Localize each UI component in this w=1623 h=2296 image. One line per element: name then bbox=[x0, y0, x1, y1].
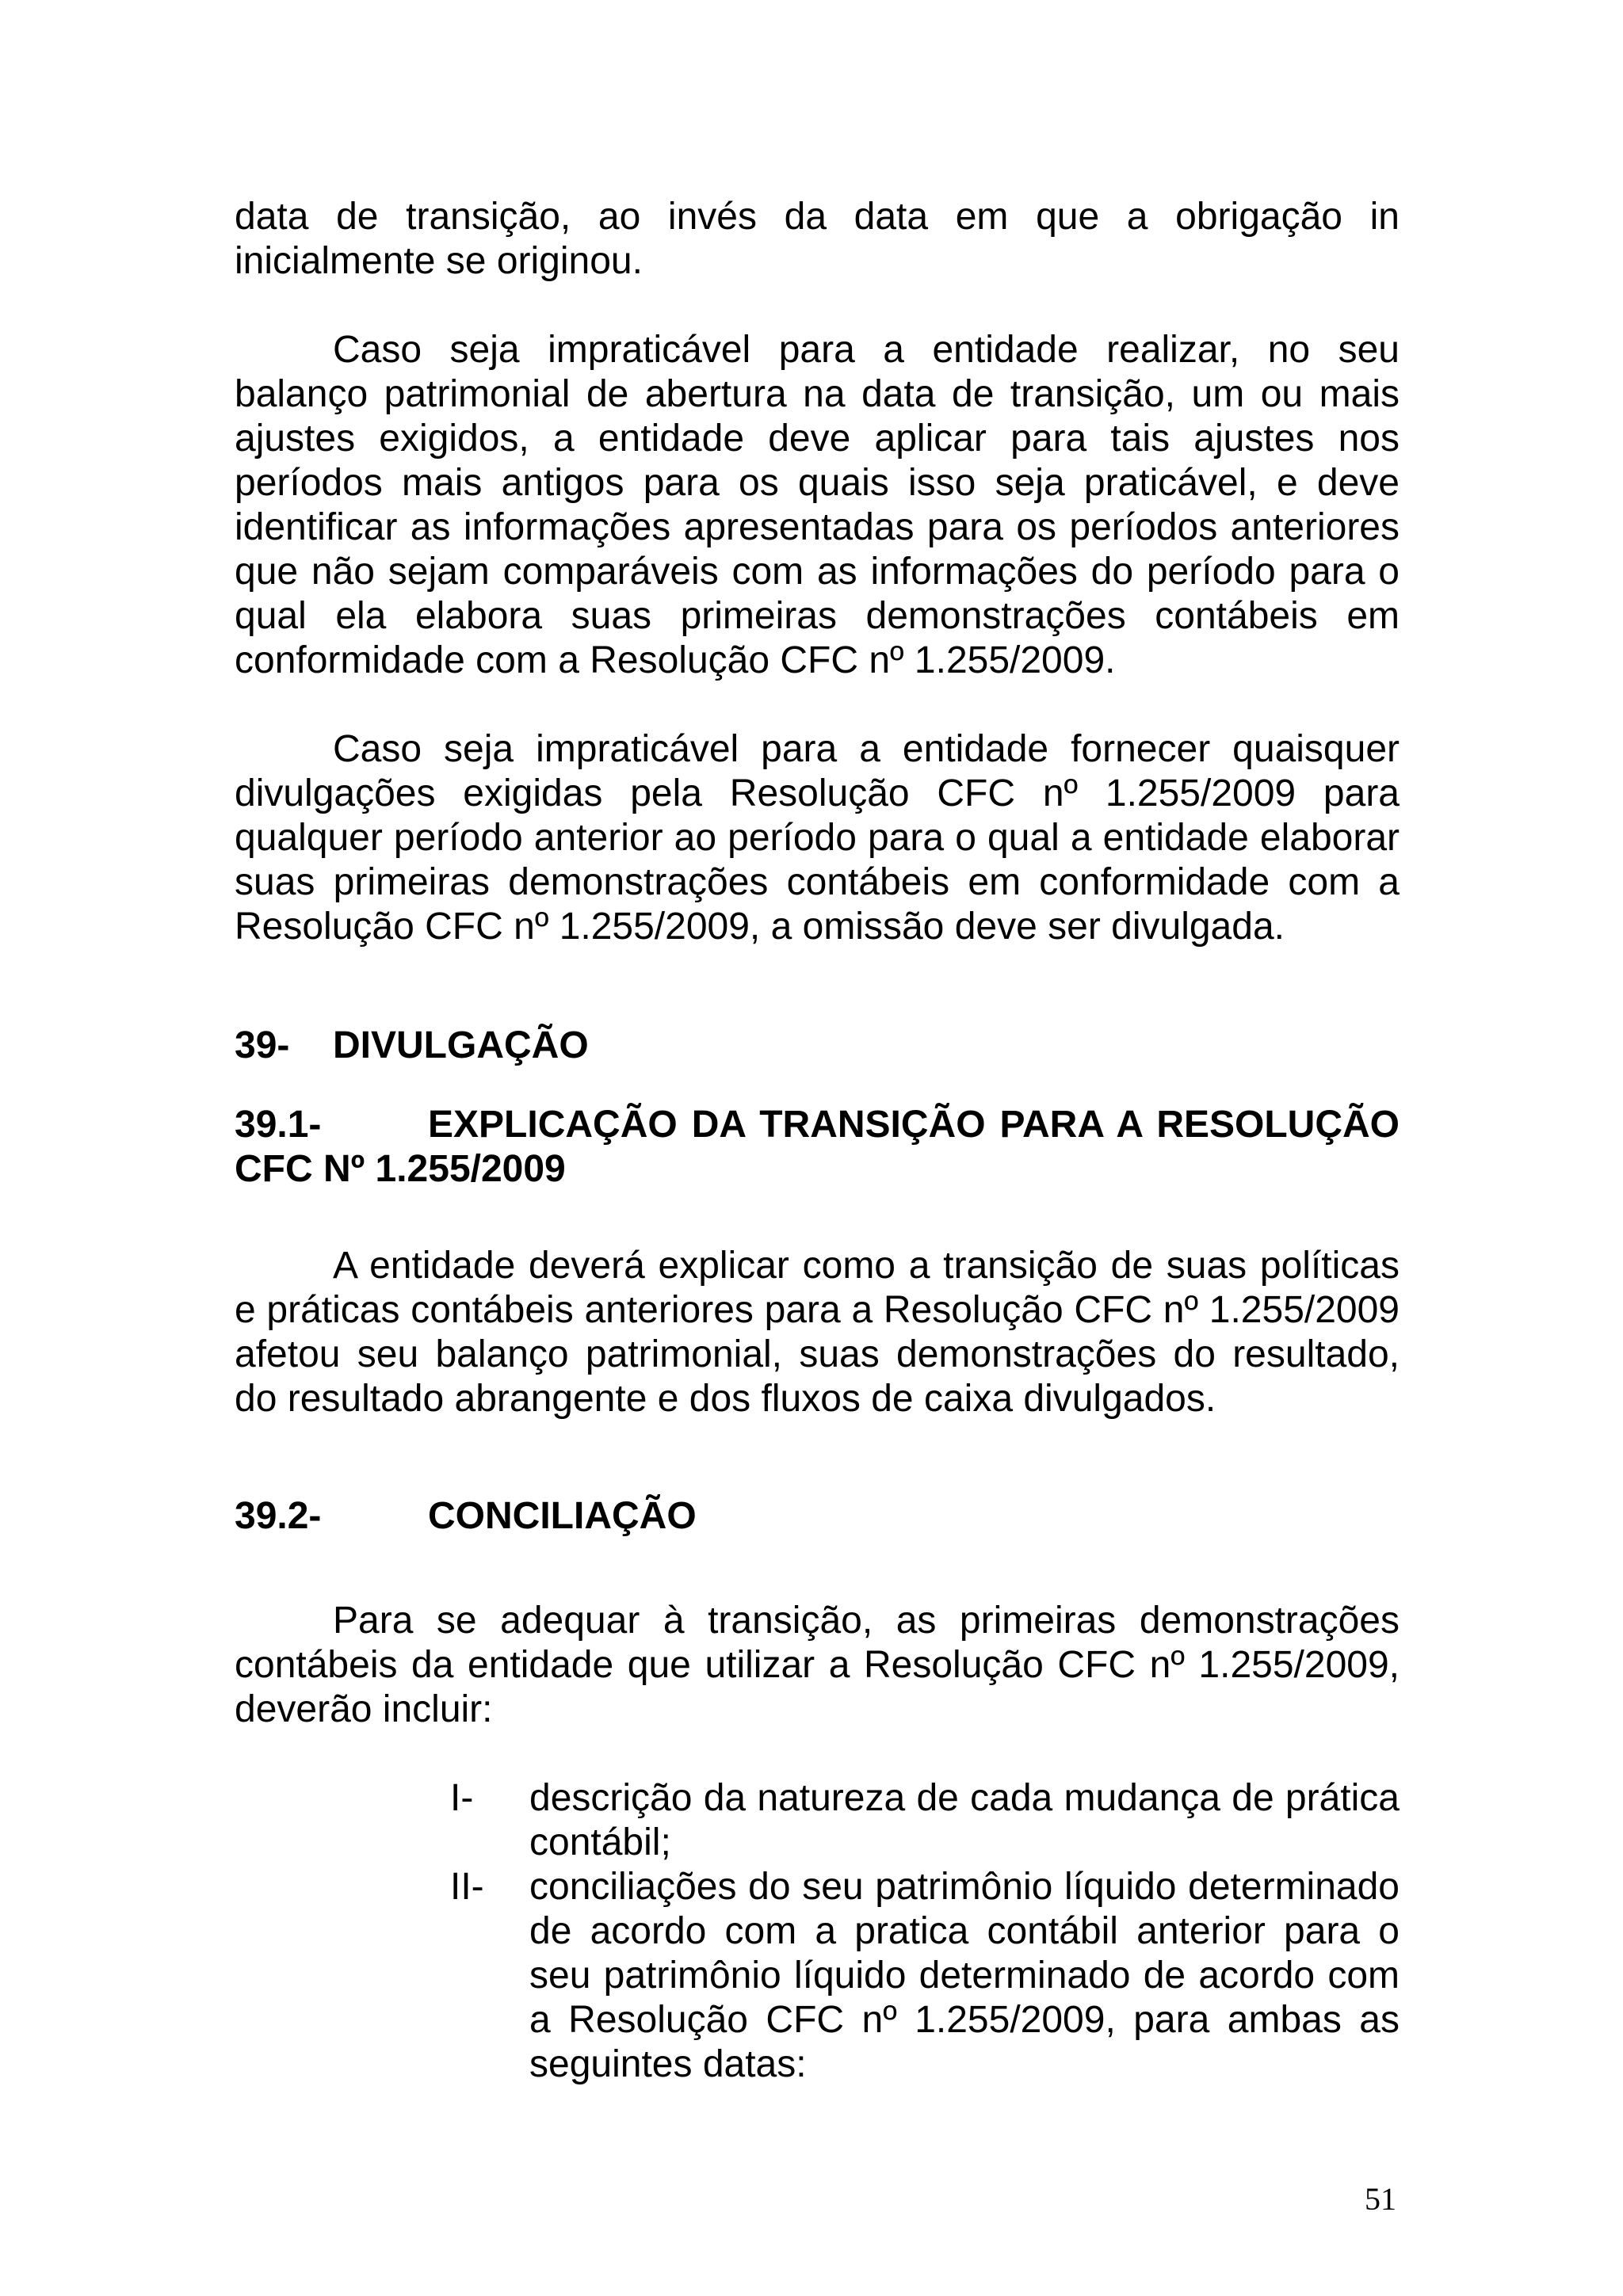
list-item bbox=[235, 1776, 1400, 1865]
reconciliation-list bbox=[235, 1776, 1400, 2087]
section-number: 39.1- bbox=[235, 1104, 322, 1146]
paragraph-text: Caso seja impraticável para a entidade realizar, no seu balanço patrimonial de abertura na data de transição, um ou mais ajustes exigidos, a entidade deve aplicar para tais ajustes nos períodos mais antigos para os quais isso seja praticável, e deve identificar as informações apresentadas para os períodos anteriores que não sejam comparáveis com as informações do período para o qual ela elabora suas primeiras demonstrações contábeis em conformidade com a Resolução CFC nº 1.255/2009. bbox=[235, 329, 1400, 681]
page-number: 51 bbox=[1365, 2181, 1396, 2217]
paragraph-text: A entidade deverá explicar como a transição de suas políticas e práticas contábeis anteriores para a Resolução CFC nº 1.255/2009 afetou seu balanço patrimonial, suas demonstrações do resultado, do resultado abrangente e dos fluxos de caixa divulgados. bbox=[235, 1245, 1400, 1420]
section-title: CONCILIAÇÃO bbox=[428, 1495, 697, 1537]
section-heading-39 bbox=[235, 1024, 1400, 1068]
list-marker: II- bbox=[450, 1866, 484, 1908]
section-title: DIVULGAÇÃO bbox=[333, 1024, 589, 1066]
paragraph-text: Caso seja impraticável para a entidade fornecer quaisquer divulgações exigidas pela Resolução CFC nº 1.255/2009 para qualquer período anterior ao período para o qual a entidade elaborar suas primeiras demonstrações contábeis em conformidade com a Resolução CFC nº 1.255/2009, a omissão deve ser divulgada. bbox=[235, 728, 1400, 948]
paragraph-text: Para se adequar à transição, as primeiras demonstrações contábeis da entidade que utilizar a Resolução CFC nº 1.255/2009, deverão incluir: bbox=[235, 1600, 1400, 1730]
paragraph-transition-explanation bbox=[235, 1244, 1400, 1421]
section-title: EXPLICAÇÃO DA TRANSIÇÃO PARA A RESOLUÇÃO CFC Nº 1.255/2009 bbox=[235, 1104, 1400, 1190]
list-item-text: descrição da natureza de cada mudança de prática contábil; bbox=[529, 1777, 1400, 1863]
paragraph-reconciliation-intro bbox=[235, 1599, 1400, 1732]
section-number: 39- bbox=[235, 1024, 290, 1066]
list-marker: I- bbox=[450, 1777, 474, 1819]
section-number: 39.2- bbox=[235, 1495, 322, 1537]
section-heading-39-2 bbox=[235, 1494, 1400, 1539]
paragraph-text: data de transição, ao invés da data em que a obrigação in inicialmente se originou. bbox=[235, 196, 1400, 282]
paragraph-impracticable-disclosures bbox=[235, 727, 1400, 949]
section-heading-39-1 bbox=[235, 1103, 1400, 1192]
list-item bbox=[235, 1865, 1400, 2087]
paragraph-continuation bbox=[235, 195, 1400, 284]
list-item-text: conciliações do seu patrimônio líquido determinado de acordo com a pratica contábil anterior para o seu patrimônio líquido determinado de acordo com a Resolução CFC nº 1.255/2009, para ambas as seguintes datas: bbox=[529, 1866, 1400, 2085]
paragraph-impracticable-adjustments bbox=[235, 328, 1400, 683]
